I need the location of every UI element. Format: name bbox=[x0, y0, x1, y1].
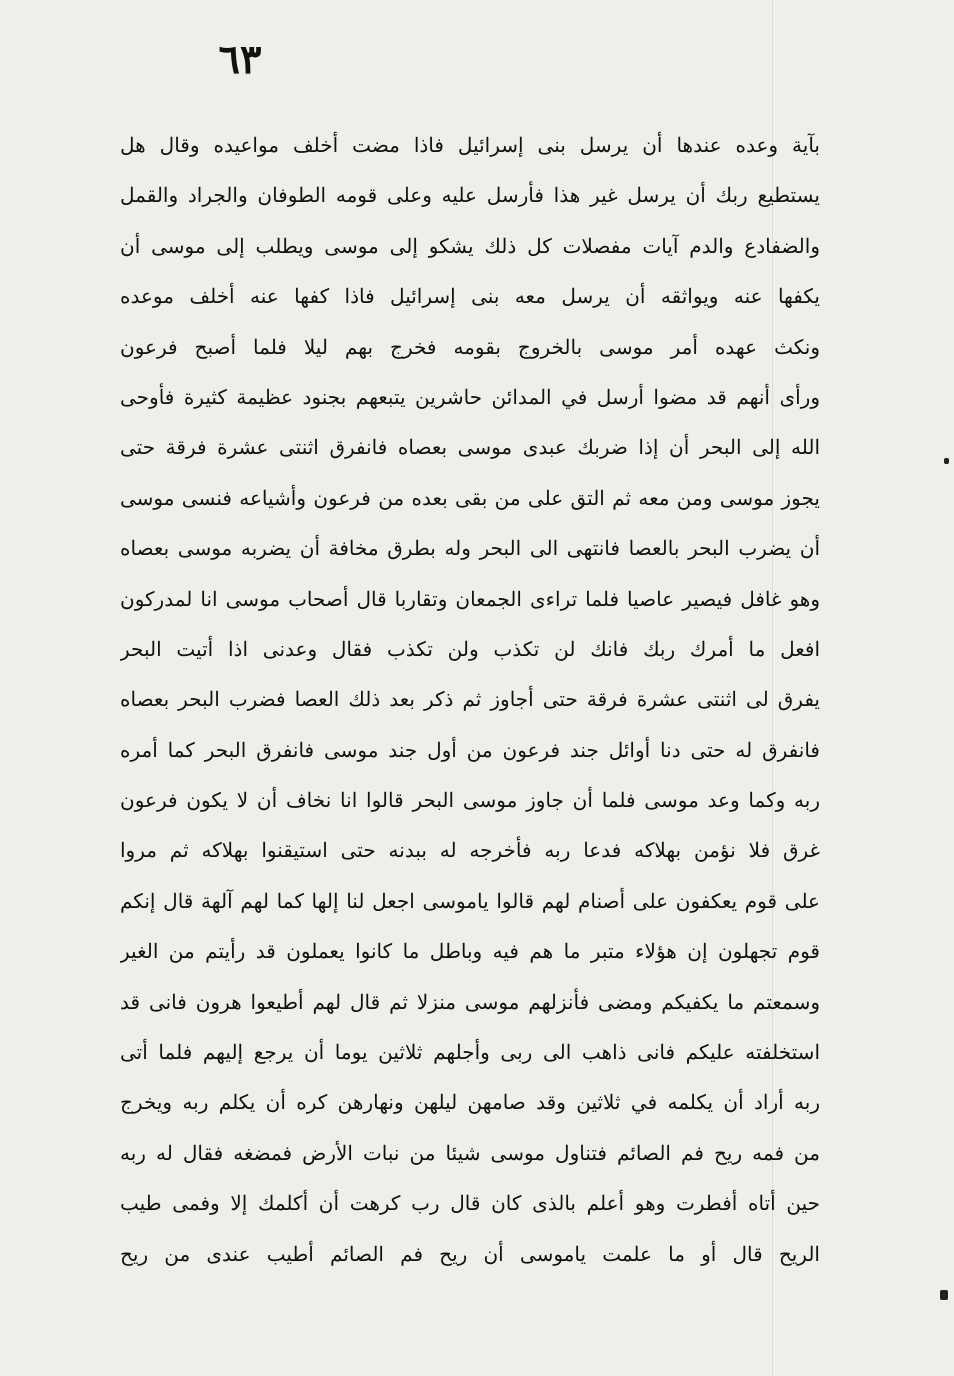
text-line: على قوم يعكفون على أصنام لهم قالوا ياموسى اجعل لنا إلها كما لهم آلهة قال إنكم bbox=[120, 888, 820, 913]
text-line: ربه أراد أن يكلمه في ثلاثين وقد صامهن ليلهن ونهارهن كره أن يكلم ربه ويخرج bbox=[120, 1090, 820, 1115]
text-line: حين أتاه أفطرت وهو أعلم بالذى كان قال رب كرهت أن أكلمك إلا وفمى طيب bbox=[120, 1191, 820, 1216]
text-line: أن يضرب البحر بالعصا فانتهى الى البحر وله بطرق مخافة أن يضربه موسى بعصاه bbox=[120, 536, 820, 561]
scan-mark bbox=[944, 458, 949, 464]
text-line: ونكث عهده أمر موسى بالخروج بقومه فخرج بهم ليلا فلما أصبح فرعون bbox=[120, 334, 820, 359]
text-line: ربه وكما وعد موسى فلما أن جاوز موسى البحر قالوا انا نخاف أن لا يكون فرعون bbox=[120, 788, 820, 813]
text-line: يجوز موسى ومن معه ثم التق على من بقى بعده من فرعون وأشياعه فنسى موسى bbox=[120, 485, 820, 510]
text-line: استخلفته عليكم فانى ذاهب الى ربى وأجلهم ثلاثين يوما أن يرجع إليهم فلما أتى bbox=[120, 1040, 820, 1065]
text-line: الريح قال أو ما علمت ياموسى أن ريح فم الصائم أطيب عندى من ريح bbox=[120, 1241, 820, 1266]
text-line: فانفرق له حتى دنا أوائل جند فرعون من أول جند موسى فانفرق البحر كما أمره bbox=[120, 737, 820, 762]
text-line: بآية وعده عندها أن يرسل بنى إسرائيل فاذا مضت أخلف مواعيده وقال هل bbox=[120, 133, 820, 157]
text-line: وهو غافل فيصير عاصيا فلما تراءى الجمعان وتقاربا قال أصحاب موسى انا لمدركون bbox=[120, 586, 820, 611]
text-line: يفرق لى اثنتى عشرة فرقة حتى أجاوز ثم ذكر بعد ذلك العصا فضرب البحر بعصاه bbox=[120, 687, 820, 712]
text-line: يستطيع ربك أن يرسل غير هذا فأرسل عليه وعلى قومه الطوفان والجراد والقمل bbox=[120, 183, 820, 208]
text-line: الله إلى البحر أن إذا ضربك عبدى موسى بعصاه فانفرق اثنتى عشرة فرقة حتى bbox=[120, 435, 820, 460]
text-line: غرق فلا نؤمن بهلاكه فدعا ربه فأخرجه له ببدنه حتى استيقنوا بهلاكه ثم مروا bbox=[120, 838, 820, 863]
arabic-text-block bbox=[120, 120, 820, 1279]
text-line: افعل ما أمرك ربك فانك لن تكذب ولن تكذب فقال وعدنى اذا أتيت البحر bbox=[120, 636, 820, 661]
text-line: يكفها عنه ويواثقه أن يرسل معه بنى إسرائيل فاذا كفها عنه أخلف موعده bbox=[120, 284, 820, 309]
text-line: ورأى أنهم قد مضوا أرسل في المدائن حاشرين يتبعهم بجنود عظيمة كثيرة فأوحى bbox=[120, 384, 820, 409]
text-line: وسمعتم ما يكفيكم ومضى فأنزلهم موسى منزلا ثم قال لهم أطيعوا هرون فانى قد bbox=[120, 989, 820, 1014]
text-line: قوم تجهلون إن هؤلاء متبر ما هم فيه وباطل ما كانوا يعملون قد رأيتم من الغير bbox=[120, 939, 820, 964]
page-number: ٦٣ bbox=[218, 36, 262, 83]
text-line: والضفادع والدم آيات مفصلات كل ذلك يشكو إلى موسى ويطلب إلى موسى أن bbox=[120, 233, 820, 258]
scan-mark bbox=[940, 1290, 948, 1300]
text-line: من فمه ريح فم الصائم فتناول موسى شيئا من نبات الأرض فمضغه فقال له ربه bbox=[120, 1140, 820, 1165]
